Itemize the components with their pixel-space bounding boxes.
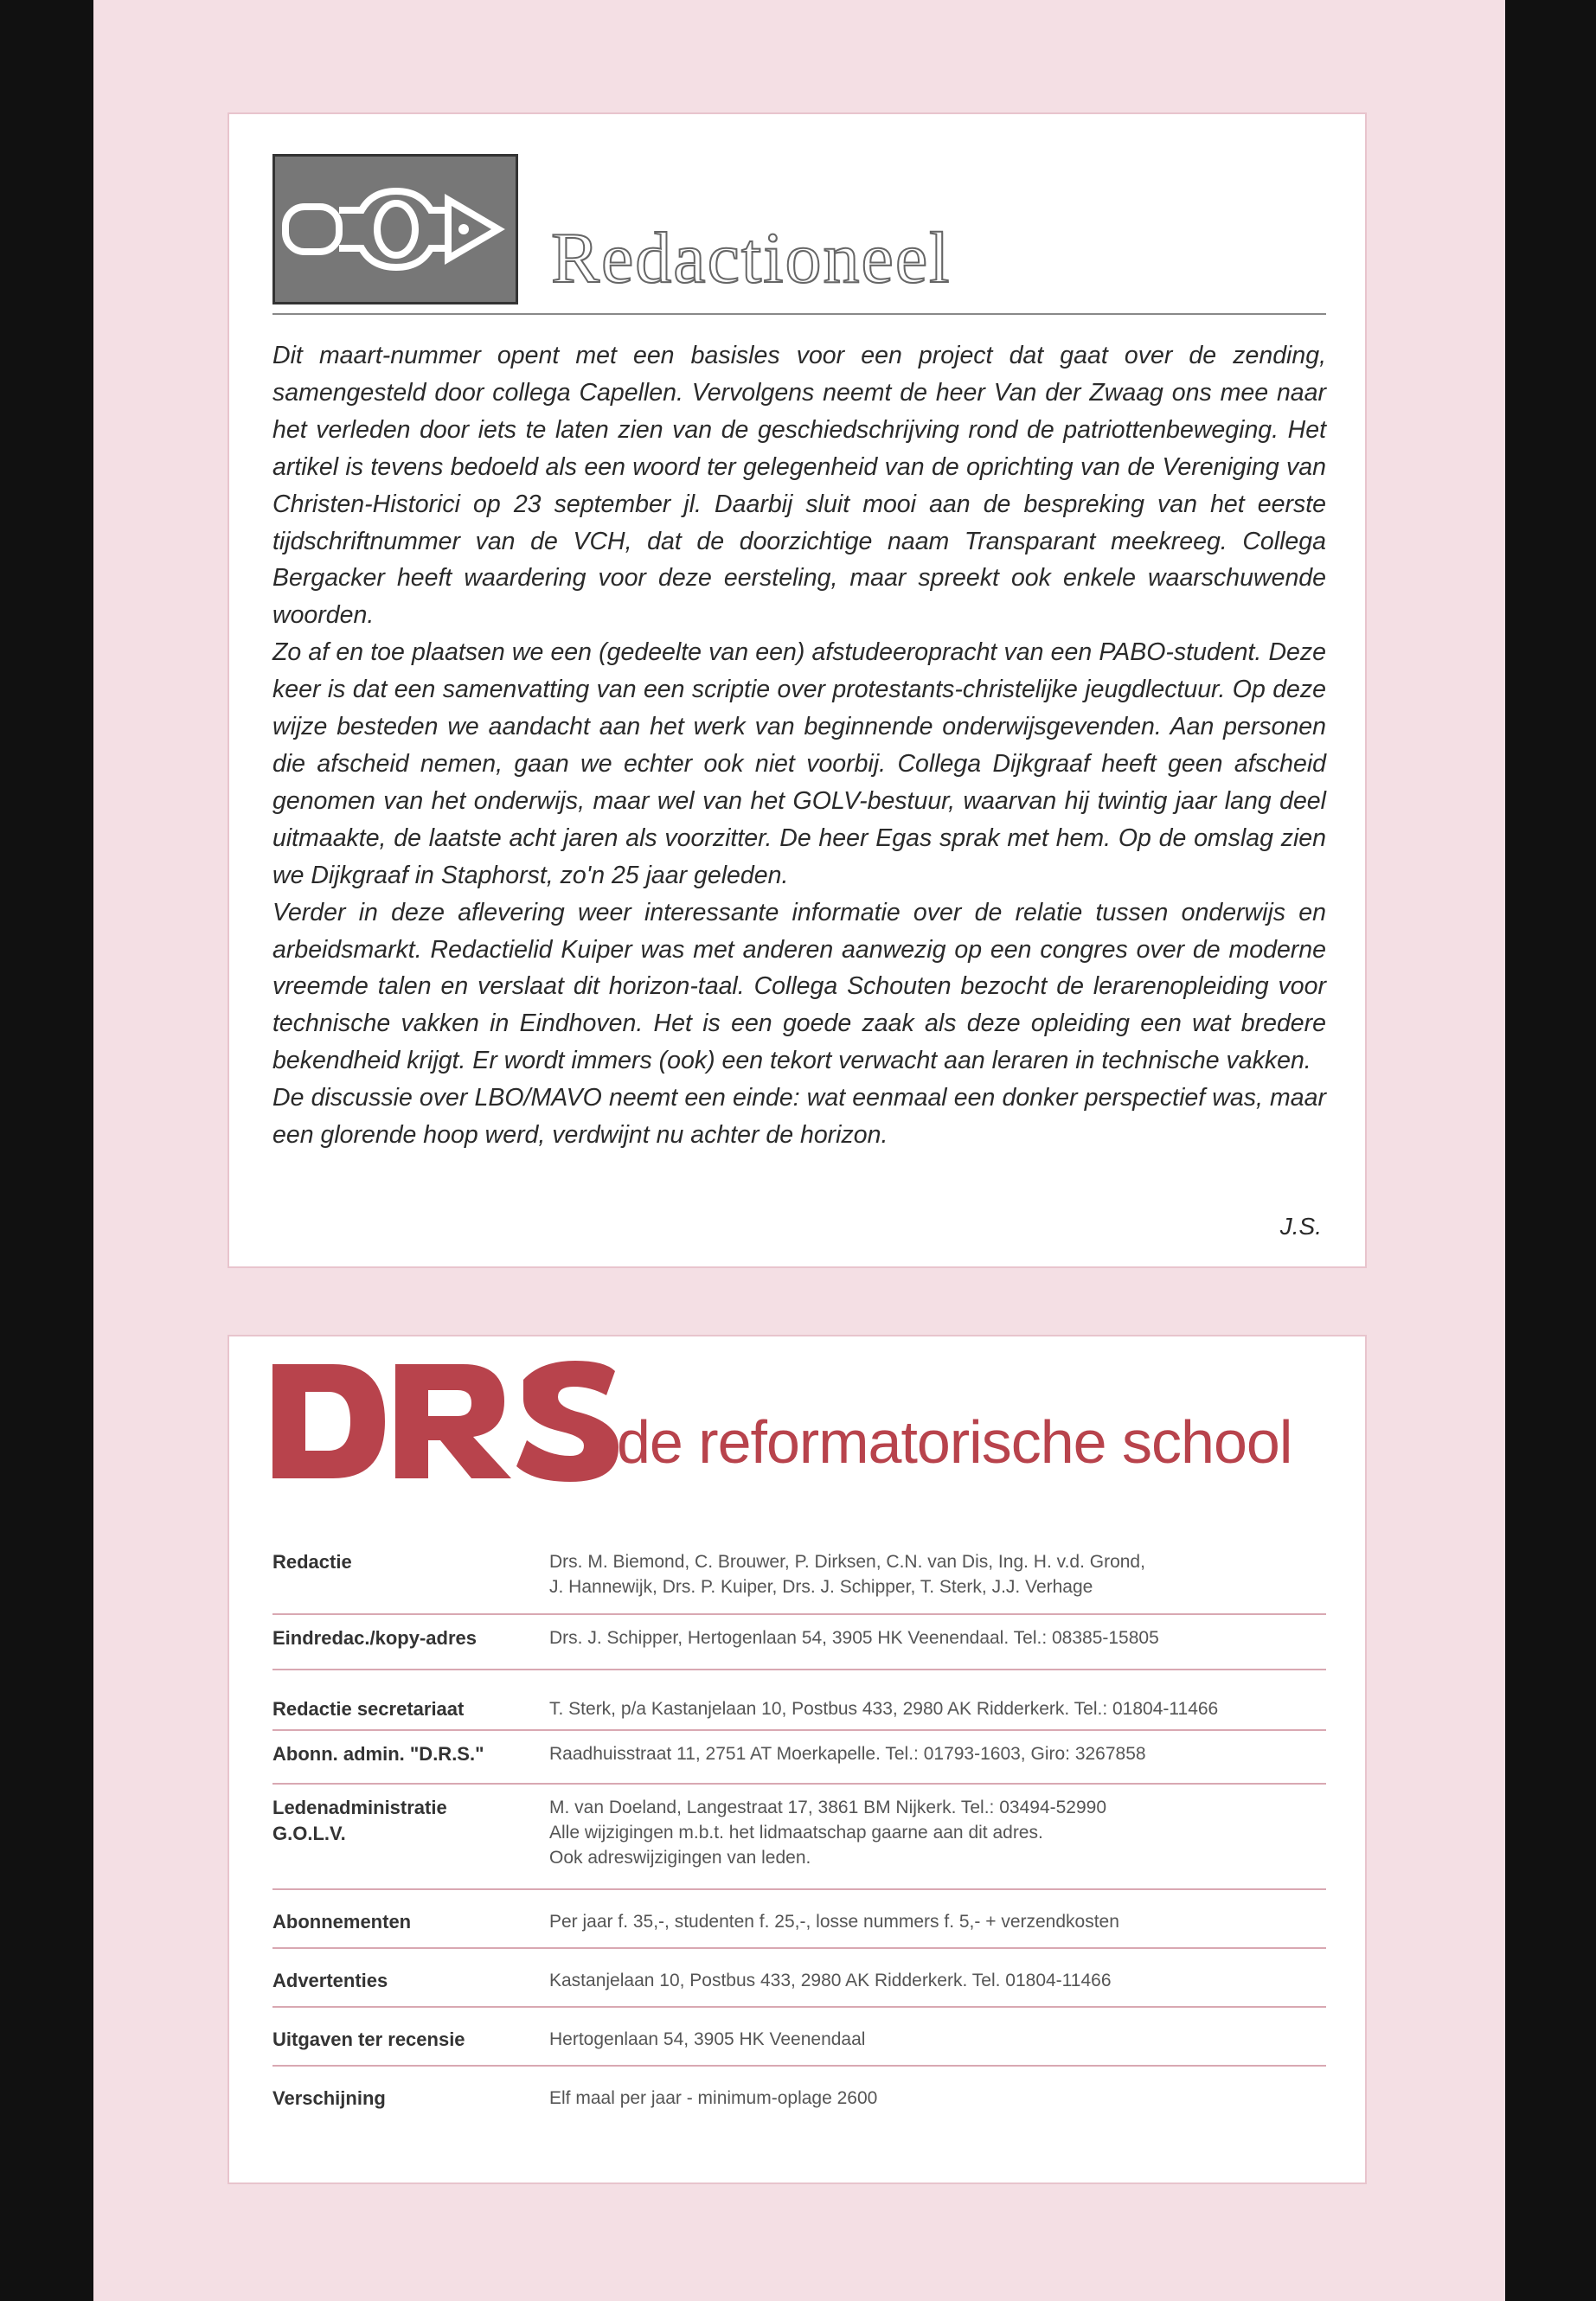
colophon-label: Redactie secretariaat (272, 1698, 465, 1720)
colophon-table (272, 1539, 1326, 2118)
colophon-label: Verschijning (272, 2087, 386, 2109)
colophon-row (272, 1670, 1326, 1731)
colophon-value (549, 1795, 1106, 1870)
editorial-text (272, 337, 1326, 1154)
colophon-line: Raadhuisstraat 11, 2751 AT Moerkapelle. Tel.: 01793-1603, Giro: 3267858 (549, 1744, 1146, 1764)
colophon-row (272, 1615, 1326, 1670)
colophon-line: Ook adreswijzigingen van leden. (549, 1848, 811, 1868)
colophon-line: Drs. M. Biemond, C. Brouwer, P. Dirksen, C.N. van Dis, Ing. H. v.d. Grond, (549, 1552, 1145, 1572)
colophon-row (272, 1785, 1326, 1890)
colophon-label: Eindredac./kopy-adres (272, 1627, 477, 1649)
colophon-line: Drs. J. Schipper, Hertogenlaan 54, 3905 HK Veenendaal. Tel.: 08385-15805 (549, 1628, 1159, 1648)
colophon-label: Ledenadministratie G.O.L.V. (272, 1797, 447, 1844)
colophon-line: Kastanjelaan 10, Postbus 433, 2980 AK Ridderkerk. Tel. 01804-11466 (549, 1971, 1112, 1990)
colophon-row (272, 1731, 1326, 1785)
title-divider (272, 313, 1326, 315)
colophon-value (549, 1696, 1218, 1721)
colophon-value (549, 1625, 1159, 1650)
colophon-line: Per jaar f. 35,-, studenten f. 25,-, losse nummers f. 5,- + verzendkosten (549, 1912, 1119, 1932)
colophon-value (549, 2027, 865, 2052)
pen-nib-logo (272, 154, 518, 304)
colophon-line: J. Hannewijk, Drs. P. Kuiper, Drs. J. Schipper, T. Sterk, J.J. Verhage (549, 1577, 1093, 1597)
colophon-line: T. Sterk, p/a Kastanjelaan 10, Postbus 433, 2980 AK Ridderkerk. Tel.: 01804-11466 (549, 1699, 1219, 1719)
masthead-tagline: de reformatorische school (617, 1408, 1292, 1476)
colophon-value (549, 2086, 877, 2111)
signature: J.S. (1279, 1213, 1322, 1240)
paragraph: Verder in deze aflevering weer interessante informatie over de relatie tussen onderwijs en arbeidsmarkt. Redactielid Kuiper was met anderen aanwezig op een congres over de moderne vreemde talen en verslaat dit horizon-taal. Collega Schouten bezocht de lerarenopleiding voor technische vakken in Eindhoven. Het is een goede zaak als deze opleiding een wat bredere bekendheid krijgt. Er wordt immers (ook) een tekort verwacht aan leraren in technische vakken. (272, 898, 1326, 1075)
masthead-panel (228, 1335, 1367, 2184)
colophon-value (549, 1741, 1146, 1766)
colophon-label: Redactie (272, 1551, 352, 1573)
paragraph: Dit maart-nummer opent met een basisles voor een project dat gaat over de zending, samengesteld door collega Capellen. Vervolgens neemt de heer Van der Zwaag ons mee naar het verleden door iets te laten zien van de geschiedschrijving rond de patriottenbeweging. Het artikel is tevens bedoeld als een woord ter gelegenheid van de oprichting van de Vereniging van Christen-Historici op 23 september jl. Daarbij sluit mooi aan de bespreking van het eerste tijdschriftnummer van de VCH, dat de doorzichtige naam Transparant meekreeg. Collega Bergacker heeft waardering voor deze eersteling, maar spreekt ook enkele waarschuwende woorden. (272, 342, 1326, 630)
colophon-row (272, 1890, 1326, 1949)
paragraph: Zo af en toe plaatsen we een (gedeelte van een) afstudeeropracht van een PABO-student. Deze keer is dat een samenvatting van een scriptie over protestants-christelijke jeugdlectuur. Op deze wijze besteden we aandacht aan het werk van beginnende onderwijsgevenden. Aan personen die afscheid nemen, gaan we echter ook niet voorbij. Collega Dijkgraaf heeft geen afscheid genomen van het onderwijs, maar wel van het GOLV-bestuur, waarvan hij twintig jaar lang deel uitmaakte, de laatste acht jaren als voorzitter. De heer Egas sprak met hem. Op de omslag zien we Dijkgraaf in Staphorst, zo'n 25 jaar geleden. (272, 638, 1326, 889)
drs-logo (272, 1354, 619, 1484)
colophon-value (549, 1968, 1112, 1993)
colophon-row (272, 1949, 1326, 2008)
colophon-label: Abonn. admin. "D.R.S." (272, 1743, 484, 1765)
colophon-label: Advertenties (272, 1970, 388, 1991)
paragraph: De discussie over LBO/MAVO neemt een einde: wat eenmaal een donker perspectief was, maar een glorende hoop werd, verdwijnt nu achter de horizon. (272, 1084, 1326, 1150)
colophon-label: Uitgaven ter recensie (272, 2029, 465, 2050)
colophon-line: M. van Doeland, Langestraat 17, 3861 BM Nijkerk. Tel.: 03494-52990 (549, 1798, 1107, 1817)
colophon-row (272, 2008, 1326, 2067)
colophon-row (272, 1539, 1326, 1615)
colophon-line: Elf maal per jaar - minimum-oplage 2600 (549, 2088, 878, 2108)
pen-nib-icon (275, 157, 516, 302)
colophon-row (272, 2067, 1326, 2118)
page-background (93, 0, 1505, 2301)
colophon-value (549, 1549, 1145, 1599)
colophon-label: Abonnementen (272, 1911, 412, 1932)
editorial-panel (228, 112, 1367, 1268)
colophon-value (549, 1909, 1119, 1934)
colophon-line: Alle wijzigingen m.b.t. het lidmaatschap gaarne aan dit adres. (549, 1823, 1043, 1843)
colophon-line: Hertogenlaan 54, 3905 HK Veenendaal (549, 2029, 866, 2049)
editorial-title: Redactioneel (551, 218, 952, 298)
